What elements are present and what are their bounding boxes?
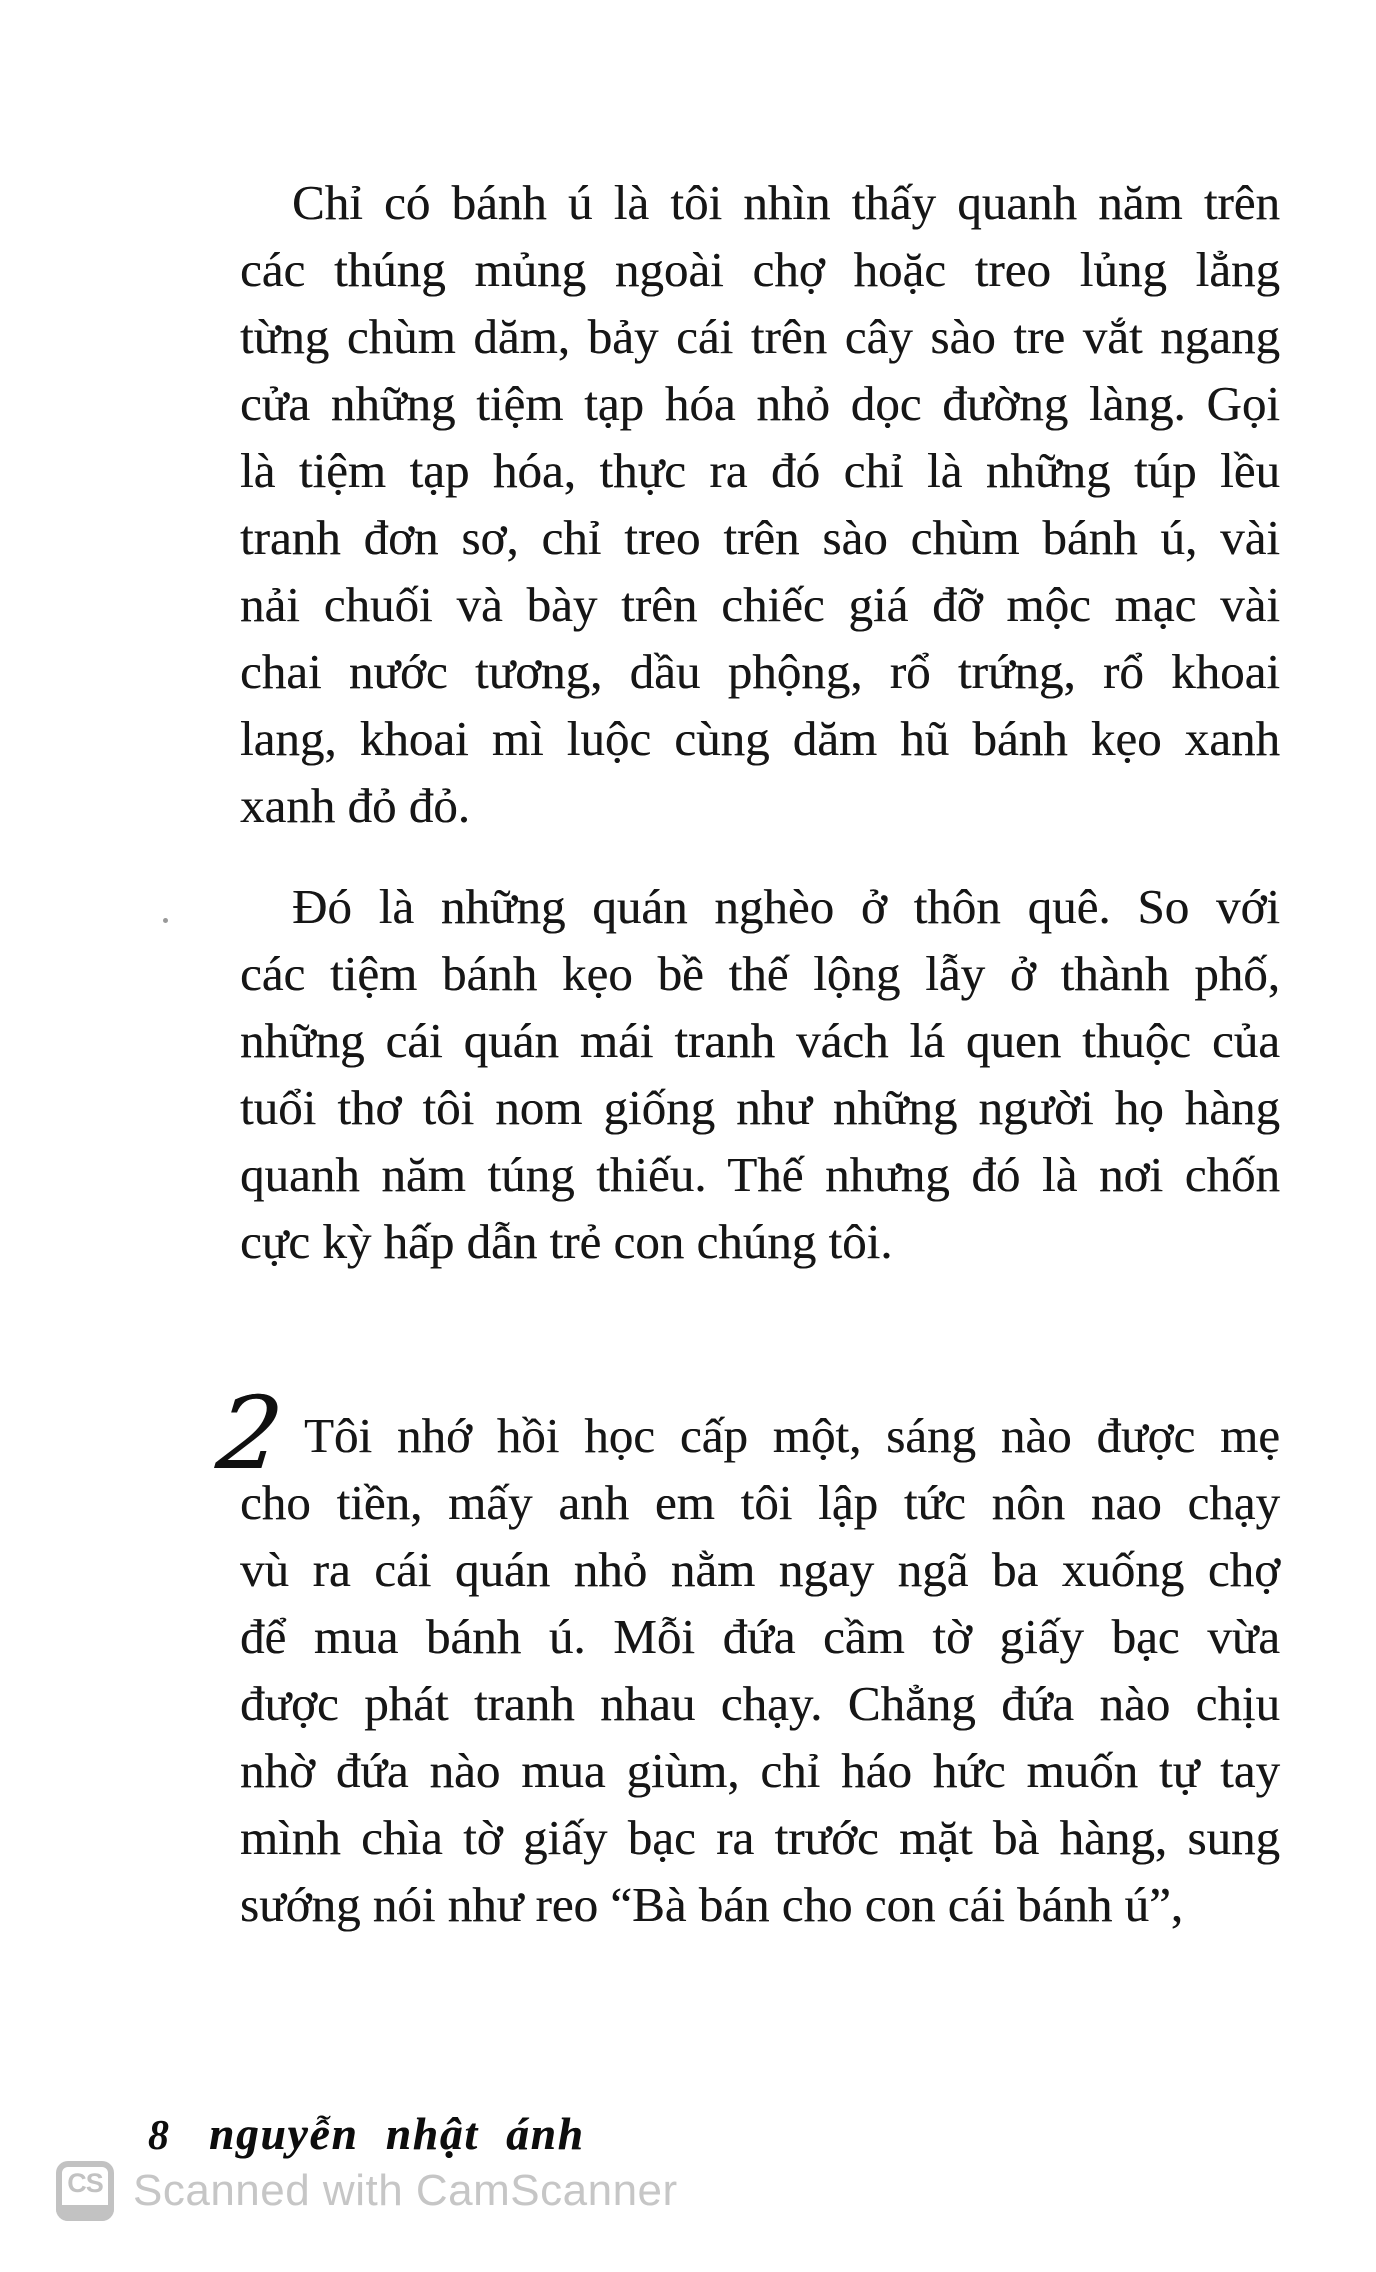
text-line: chai nước tương, dầu phộng, rổ trứng, rổ khoai xyxy=(240,644,1280,699)
text-line: Tôi nhớ hồi học cấp một, sáng nào được mẹ xyxy=(304,1408,1280,1463)
text-line: là tiệm tạp hóa, thực ra đó chỉ là những túp lều xyxy=(240,443,1280,498)
text-block xyxy=(211,169,1280,1938)
text-line: sướng nói như reo “Bà bán cho con cái bánh ú”, xyxy=(240,1877,1184,1932)
scan-speck xyxy=(163,918,168,923)
text-line: cực kỳ hấp dẫn trẻ con chúng tôi. xyxy=(240,1214,893,1269)
text-line: cửa những tiệm tạp hóa nhỏ dọc đường làng. Gọi xyxy=(240,376,1280,431)
camscanner-logo-text: CS xyxy=(67,2168,103,2198)
page-number: 8 xyxy=(148,2113,169,2159)
text-line: được phát tranh nhau chạy. Chẳng đứa nào chịu xyxy=(240,1676,1280,1731)
text-line: từng chùm dăm, bảy cái trên cây sào tre vắt ngang xyxy=(240,309,1280,364)
text-line: tranh đơn sơ, chỉ treo trên sào chùm bánh ú, vài xyxy=(240,510,1280,565)
text-line: mình chìa tờ giấy bạc ra trước mặt bà hàng, sung xyxy=(240,1810,1280,1865)
camscanner-logo-bar xyxy=(56,2205,114,2221)
paragraph xyxy=(240,873,1280,1275)
section-paragraph xyxy=(211,1375,1280,1938)
text-line: để mua bánh ú. Mỗi đứa cầm tờ giấy bạc vừa xyxy=(240,1609,1280,1664)
text-line: Chỉ có bánh ú là tôi nhìn thấy quanh năm trên xyxy=(292,175,1280,230)
text-line: những cái quán mái tranh vách lá quen thuộc của xyxy=(240,1013,1280,1068)
text-line: nải chuối và bày trên chiếc giá đỡ mộc mạc vài xyxy=(240,577,1280,632)
text-line: quanh năm túng thiếu. Thế nhưng đó là nơi chốn xyxy=(240,1147,1280,1202)
text-line: các tiệm bánh kẹo bề thế lộng lẫy ở thành phố, xyxy=(240,946,1280,1001)
text-line: các thúng mủng ngoài chợ hoặc treo lủng lẳng xyxy=(240,242,1280,297)
camscanner-watermark xyxy=(56,2160,678,2222)
text-line: vù ra cái quán nhỏ nằm ngay ngã ba xuống chợ xyxy=(240,1542,1280,1597)
page-footer xyxy=(148,2108,585,2160)
text-line: tuổi thơ tôi nom giống như những người họ hàng xyxy=(240,1080,1280,1135)
text-line: nhờ đứa nào mua giùm, chỉ háo hức muốn tự tay xyxy=(240,1743,1280,1798)
author-name: nguyễn nhật ánh xyxy=(209,2109,585,2159)
watermark-label: Scanned with CamScanner xyxy=(133,2166,678,2215)
text-line: xanh đỏ đỏ. xyxy=(240,778,470,833)
section-number: 2 xyxy=(211,1375,288,1492)
text-line: cho tiền, mấy anh em tôi lập tức nôn nao chạy xyxy=(240,1475,1280,1530)
paragraph xyxy=(240,169,1280,839)
text-line: lang, khoai mì luộc cùng dăm hũ bánh kẹo xanh xyxy=(240,711,1280,766)
text-line: Đó là những quán nghèo ở thôn quê. So với xyxy=(292,879,1280,934)
camscanner-logo-icon xyxy=(56,2161,114,2221)
